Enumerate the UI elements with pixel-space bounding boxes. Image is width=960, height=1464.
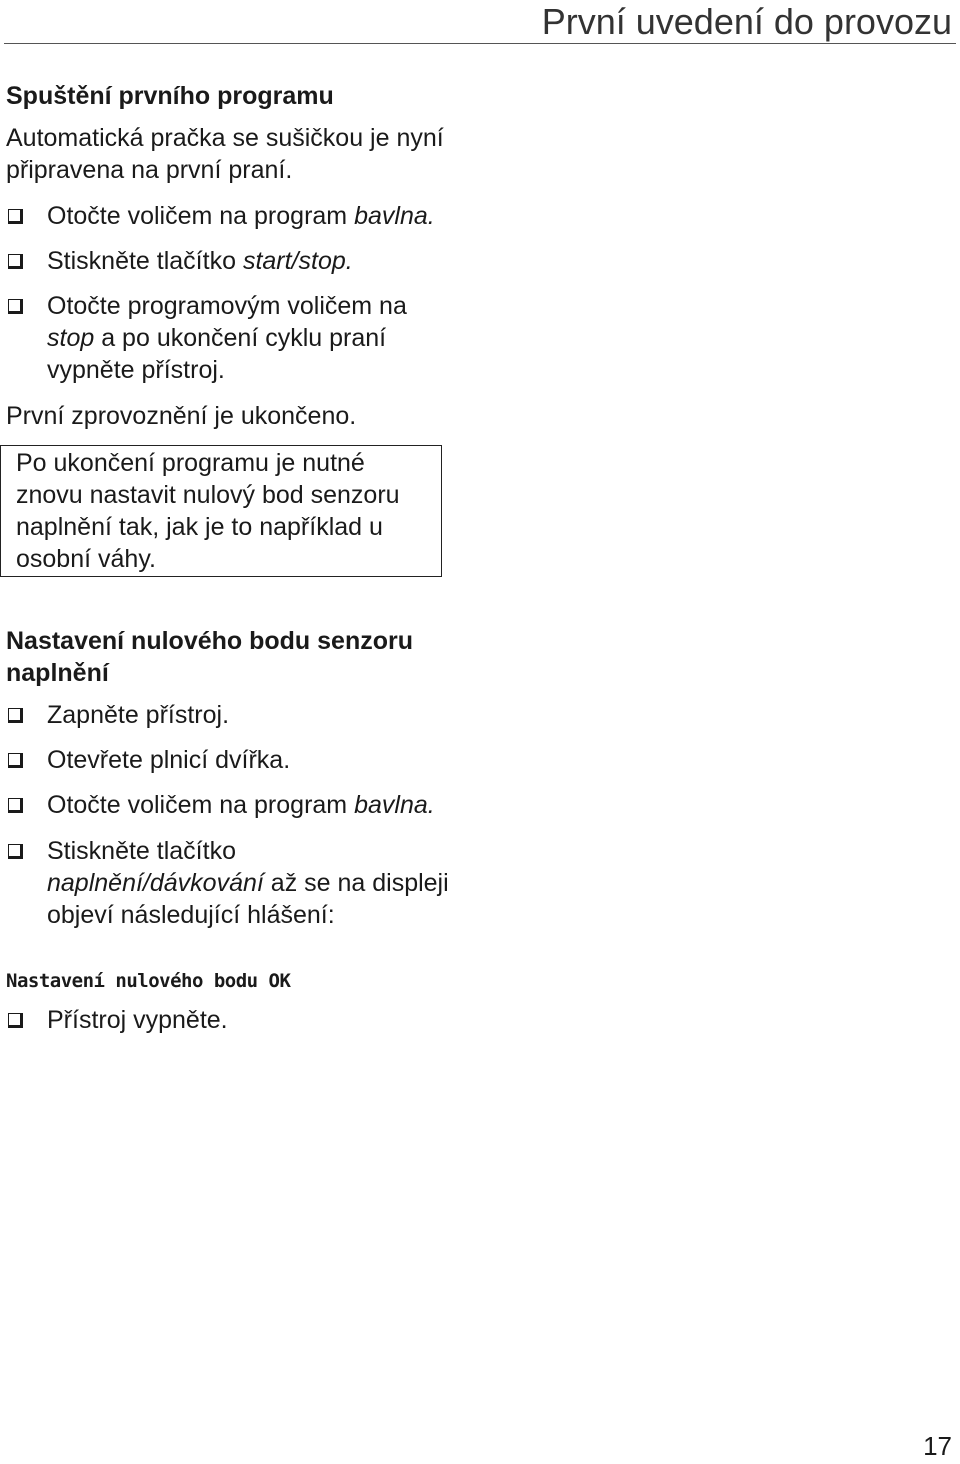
zero-point-steps: [6, 699, 456, 931]
first-program-steps: [6, 200, 456, 386]
step-text-after: a po ukončení cyklu praní vypněte přístroj.: [47, 324, 387, 384]
list-item: [6, 789, 456, 821]
checkbox-bullet-icon: [8, 254, 23, 269]
intro-paragraph: Automatická pračka se sušičkou je nyní připravena na první praní.: [6, 124, 444, 184]
note-text: Po ukončení programu je nutné znovu nastavit nulový bod senzoru naplnění tak, jak je to například u osobní váhy.: [16, 449, 400, 573]
main-content: [6, 80, 456, 1036]
step-text: Stiskněte tlačítko: [47, 247, 243, 275]
page-header-title: První uvedení do provozu: [541, 1, 952, 42]
header-rule: [4, 43, 956, 44]
list-item: [6, 245, 456, 277]
list-item: [6, 744, 456, 776]
step-text-italic: stop: [47, 324, 95, 352]
step-text-italic: bavlna.: [354, 791, 435, 819]
step-text-italic: start/stop.: [242, 247, 353, 275]
step-text: Přístroj vypněte.: [47, 1006, 228, 1034]
step-text-italic: bavlna.: [354, 202, 435, 230]
step-text: Zapněte přístroj.: [47, 701, 230, 729]
checkbox-bullet-icon: [8, 798, 23, 813]
checkbox-bullet-icon: [8, 209, 23, 224]
completion-text: První zprovoznění je ukončeno.: [6, 402, 357, 430]
step-text: Otevřete plnicí dvířka.: [47, 746, 291, 774]
checkbox-bullet-icon: [8, 844, 23, 859]
section-title-first-program: Spuštění prvního programu: [6, 82, 334, 110]
checkbox-bullet-icon: [8, 708, 23, 723]
final-steps: [6, 1004, 456, 1036]
step-text: Stiskněte tlačítko: [47, 837, 236, 865]
checkbox-bullet-icon: [8, 299, 23, 314]
list-item: [6, 1004, 456, 1036]
step-text-italic: naplnění/dávkování: [47, 869, 264, 897]
page-number: 17: [923, 1431, 952, 1461]
step-text: Otočte voličem na program: [47, 791, 355, 819]
display-message: Nastavení nulového bodu OK: [6, 970, 291, 992]
checkbox-bullet-icon: [8, 1013, 23, 1028]
list-item: [6, 200, 456, 232]
note-box: [0, 445, 442, 577]
section-title-zero-point: Nastavení nulového bodu senzoru naplnění: [6, 627, 413, 687]
step-text: Otočte voličem na program: [47, 202, 355, 230]
list-item: [6, 699, 456, 731]
list-item: [6, 835, 456, 931]
list-item: [6, 290, 456, 386]
checkbox-bullet-icon: [8, 753, 23, 768]
step-text: Otočte programovým voličem na: [47, 292, 407, 320]
step-text-after: až se na displeji objeví následující hlášení:: [47, 869, 449, 929]
